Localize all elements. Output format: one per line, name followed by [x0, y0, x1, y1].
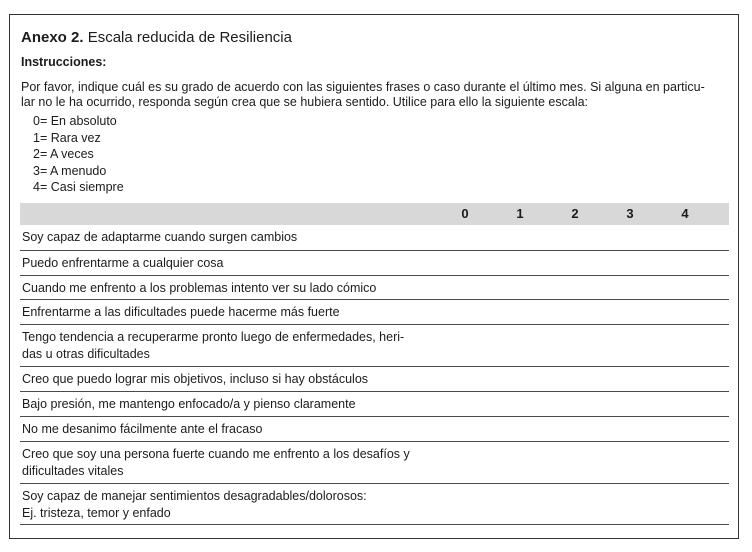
table-row — [20, 225, 729, 251]
item-text: Puedo enfrentarme a cualquier cosa — [22, 256, 224, 270]
instructions-text — [21, 80, 729, 110]
table-row — [20, 392, 729, 417]
item-text: Soy capaz de adaptarme cuando surgen cambios — [22, 230, 298, 244]
item-text-continued: das u otras dificultades — [22, 347, 150, 361]
table-row — [20, 417, 729, 442]
column-header-3: 3 — [626, 206, 634, 221]
table-row — [20, 276, 729, 300]
item-text: Cuando me enfrento a los problemas intento ver su lado cómico — [22, 281, 377, 295]
column-header-0: 0 — [461, 206, 469, 221]
item-text: No me desanimo fácilmente ante el fracaso — [22, 422, 263, 436]
item-text-continued: dificultades vitales — [22, 464, 124, 478]
item-text: Creo que soy una persona fuerte cuando me enfrento a los desafíos y — [22, 447, 410, 461]
table-row — [20, 300, 729, 325]
scale-option: 0= En absoluto — [33, 114, 117, 128]
item-text: Soy capaz de manejar sentimientos desagradables/dolorosos: — [22, 489, 367, 503]
scale-option: 2= A veces — [33, 147, 94, 161]
item-text: Tengo tendencia a recuperarme pronto luego de enfermedades, heri- — [22, 330, 405, 344]
scale-option: 3= A menudo — [33, 163, 107, 178]
table-row — [20, 484, 729, 525]
annex-title — [21, 29, 292, 46]
table-row — [20, 367, 729, 392]
item-text: Creo que puedo lograr mis objetivos, incluso si hay obstáculos — [22, 372, 369, 386]
annex-name: Escala reducida de Resiliencia — [83, 29, 292, 46]
instructions-heading: Instrucciones: — [21, 55, 107, 69]
table-row — [20, 251, 729, 276]
column-header-4: 4 — [681, 206, 689, 221]
instructions-line-1: Por favor, indique cuál es su grado de acuerdo con las siguientes frases o caso durante el último mes. Si alguna en particu- — [21, 80, 705, 94]
instructions-line-2: lar no le ha ocurrido, responda según crea que se hubiera sentido. Utilice para ello la siguiente escala: — [21, 95, 589, 109]
item-text-continued: Ej. tristeza, temor y enfado — [22, 506, 171, 520]
scale-option: 4= Casi siempre — [33, 180, 124, 194]
scale-legend — [33, 113, 124, 196]
item-text: Bajo presión, me mantengo enfocado/a y pienso claramente — [22, 397, 356, 411]
table-row — [20, 442, 729, 484]
item-text: Enfrentarme a las dificultades puede hacerme más fuerte — [22, 305, 340, 319]
column-header-2: 2 — [571, 206, 579, 221]
annex-number: Anexo 2. — [21, 29, 84, 46]
table-row — [20, 325, 729, 367]
scale-option: 1= Rara vez — [33, 130, 101, 145]
table-header — [20, 203, 729, 225]
column-header-1: 1 — [516, 206, 524, 221]
